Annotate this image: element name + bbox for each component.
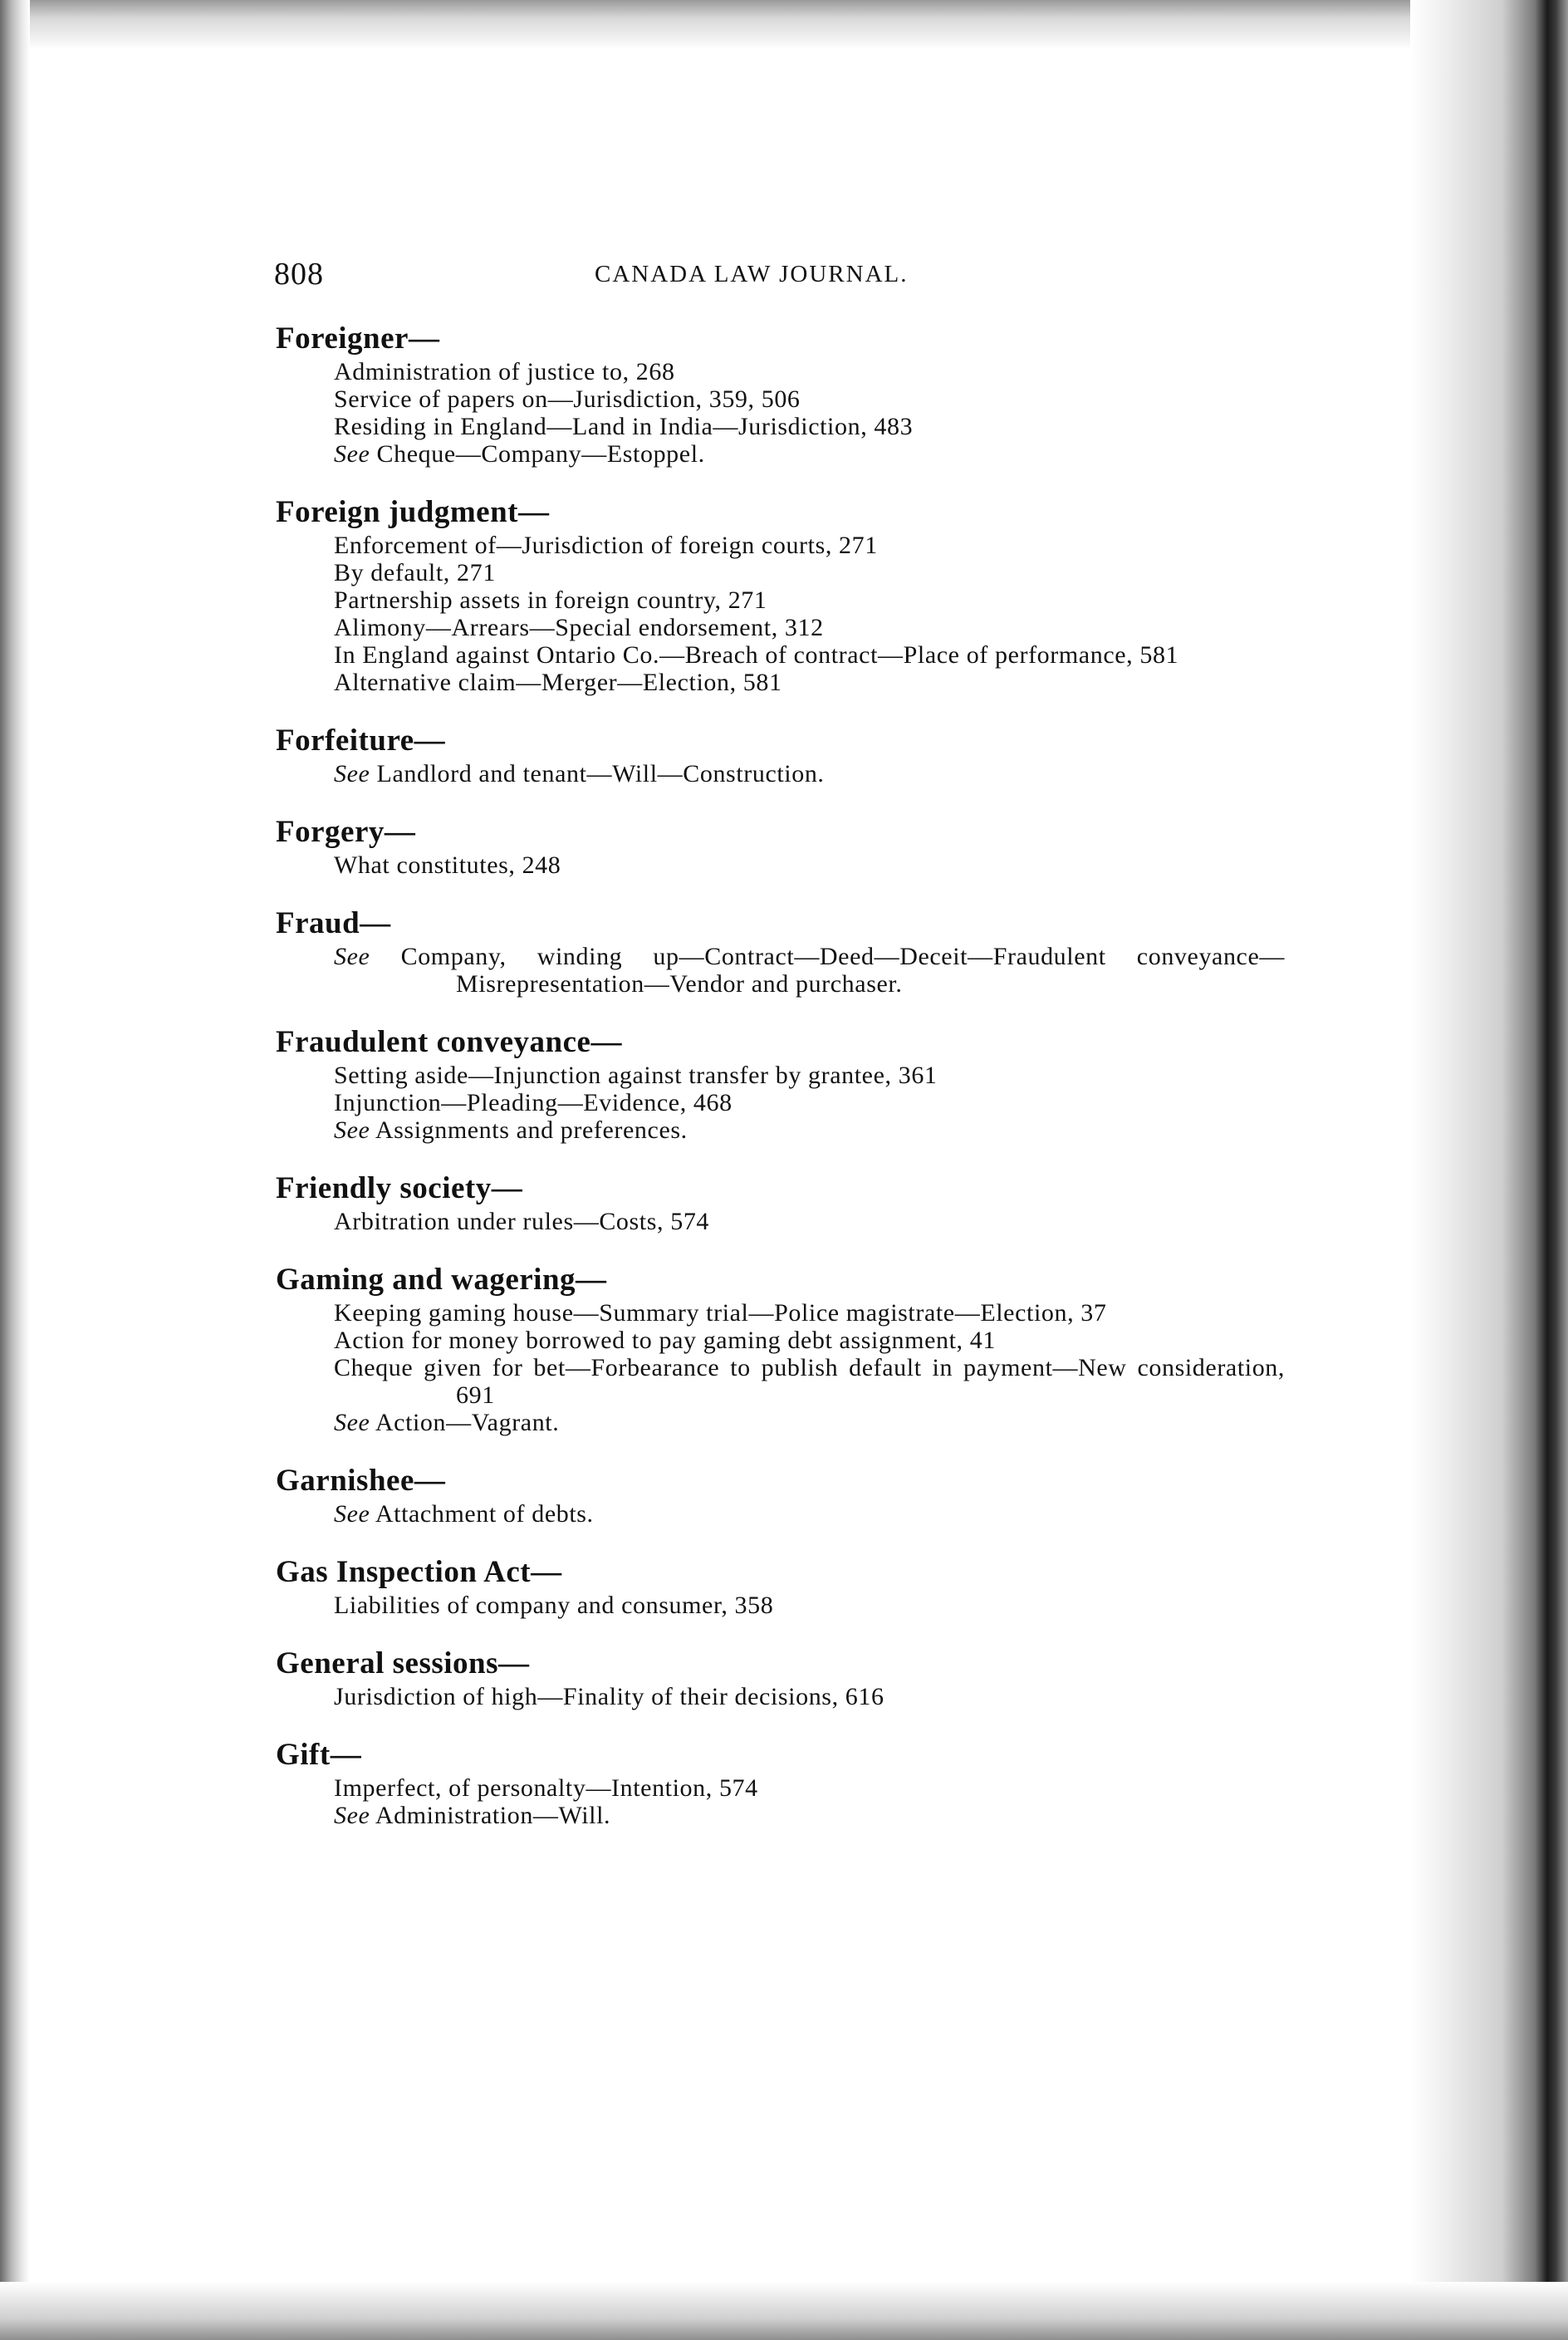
entry-subline: Enforcement of—Jurisdiction of foreign courts, 271 — [334, 532, 878, 559]
index-entry — [276, 1736, 1285, 1829]
entry-subline: Jurisdiction of high—Finality of their decisions, 616 — [334, 1683, 884, 1710]
scan-edge-top — [0, 0, 1568, 50]
index-body — [276, 320, 1285, 1855]
entry-subline: See Attachment of debts. — [334, 1500, 594, 1528]
entry-subline: Liabilities of company and consumer, 358 — [334, 1592, 774, 1619]
entry-subline: See Assignments and preferences. — [334, 1116, 688, 1144]
entry-subline: Cheque given for bet—Forbearance to publish default in payment—New consideration, 691 — [334, 1354, 1285, 1409]
index-entry — [276, 1023, 1285, 1144]
entry-subline: Alternative claim—Merger—Election, 581 — [334, 669, 782, 696]
entry-heading: Forgery— — [276, 815, 416, 849]
index-entry — [276, 813, 1285, 879]
entry-subline: Setting aside—Injunction against transfer by grantee, 361 — [334, 1062, 938, 1089]
entry-subline: See Administration—Will. — [334, 1802, 611, 1829]
entry-heading: Foreigner— — [276, 321, 440, 356]
entry-subline: Arbitration under rules—Costs, 574 — [334, 1208, 710, 1235]
index-entry — [276, 1462, 1285, 1528]
entry-subline: In England against Ontario Co.—Breach of contract—Place of performance, 581 — [334, 641, 1179, 669]
entry-subline: What constitutes, 248 — [334, 851, 561, 879]
entry-subline: Administration of justice to, 268 — [334, 358, 675, 385]
page-number: 808 — [274, 257, 324, 292]
entry-subline: See Landlord and tenant—Will—Construction. — [334, 760, 825, 787]
page-header — [274, 256, 1271, 297]
index-entry — [276, 1170, 1285, 1235]
scan-edge-left — [0, 0, 30, 2340]
entry-heading: Foreign judgment— — [276, 495, 550, 529]
entry-heading: Friendly society— — [276, 1171, 523, 1205]
entry-subline: Partnership assets in foreign country, 271 — [334, 586, 767, 614]
entry-heading: Gift— — [276, 1738, 362, 1772]
entry-subline: See Action—Vagrant. — [334, 1409, 560, 1436]
entry-heading: General sessions— — [276, 1646, 530, 1680]
entry-heading: Fraudulent conveyance— — [276, 1025, 622, 1059]
entry-subline: By default, 271 — [334, 559, 496, 586]
index-entry — [276, 493, 1285, 696]
entry-subline: Service of papers on—Jurisdiction, 359, 506 — [334, 385, 801, 413]
entry-heading: Gas Inspection Act— — [276, 1555, 562, 1589]
entry-heading: Garnishee— — [276, 1464, 446, 1498]
entry-subline: See Cheque—Company—Estoppel. — [334, 440, 705, 468]
entry-subline: Residing in England—Land in India—Jurisdiction, 483 — [334, 413, 914, 440]
scan-edge-bottom — [0, 2282, 1568, 2340]
index-entry — [276, 905, 1285, 998]
index-entry — [276, 1261, 1285, 1436]
index-entry — [276, 722, 1285, 787]
index-entry — [276, 1645, 1285, 1710]
entry-subline: Injunction—Pleading—Evidence, 468 — [334, 1089, 733, 1116]
entry-heading: Forfeiture— — [276, 724, 446, 758]
index-entry — [276, 1553, 1285, 1619]
entry-heading: Gaming and wagering— — [276, 1263, 607, 1297]
entry-subline: Action for money borrowed to pay gaming debt assignment, 41 — [334, 1327, 996, 1354]
entry-subline: Keeping gaming house—Summary trial—Police magistrate—Election, 37 — [334, 1299, 1107, 1327]
entry-subline: See Company, winding up—Contract—Deed—Deceit—Fraudulent conveyance—Misrepresentation—Vendor and purchaser. — [334, 943, 1285, 998]
index-entry — [276, 320, 1285, 468]
scan-edge-right — [1410, 0, 1568, 2340]
entry-subline: Imperfect, of personalty—Intention, 574 — [334, 1774, 758, 1802]
running-title: CANADA LAW JOURNAL. — [595, 261, 909, 287]
entry-heading: Fraud— — [276, 906, 391, 940]
entry-subline: Alimony—Arrears—Special endorsement, 312 — [334, 614, 824, 641]
